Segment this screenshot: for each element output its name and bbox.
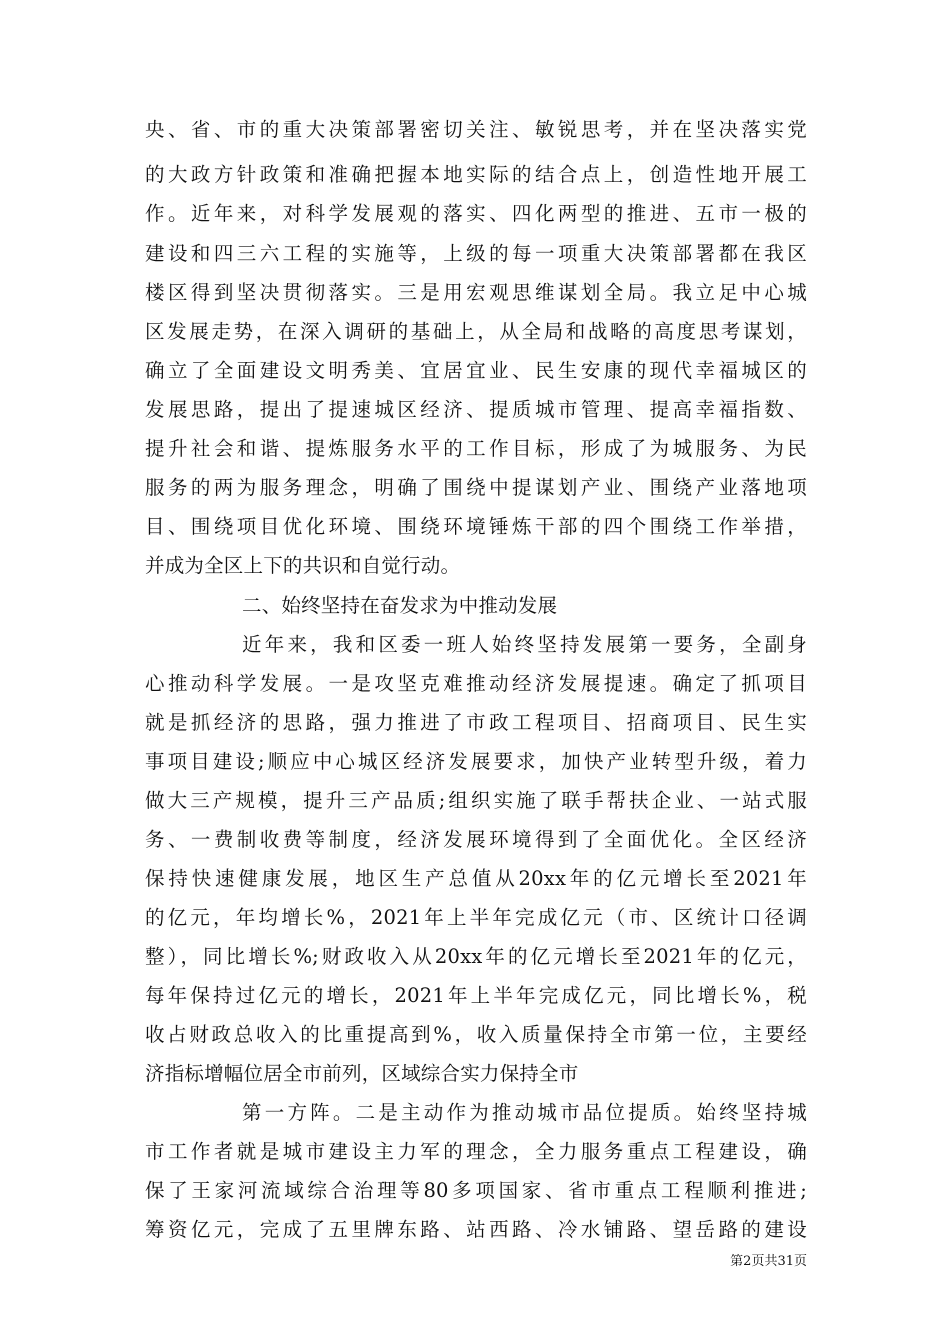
body-line: 央、省、市的重大决策部署密切关注、敏锐思考，并在坚决落实党 [145, 118, 807, 141]
body-line: 筹资亿元，完成了五里牌东路、站西路、冷水铺路、望岳路的建设 [145, 1218, 807, 1241]
body-line: 作。近年来，对科学发展观的落实、四化两型的推进、五市一极的 [145, 202, 807, 225]
body-line: 务、一费制收费等制度，经济发展环境得到了全面优化。全区经济 [145, 828, 807, 851]
body-line: 事项目建设;顺应中心城区经济发展要求，加快产业转型升级，着力 [145, 750, 807, 773]
body-line: 收占财政总收入的比重提高到%，收入质量保持全市第一位，主要经 [145, 1023, 807, 1046]
body-line: 做大三产规模，提升三产品质;组织实施了联手帮扶企业、一站式服 [145, 789, 807, 812]
body-line: 目、围绕项目优化环境、围绕环境锤炼干部的四个围绕工作举措， [145, 515, 807, 538]
section-heading: 二、始终坚持在奋发求为中推动发展 [242, 594, 558, 617]
body-line: 保了王家河流域综合治理等80多项国家、省市重点工程顺利推进; [145, 1179, 807, 1202]
body-line: 整），同比增长%;财政收入从20xx年的亿元增长至2021年的亿元， [145, 945, 807, 968]
body-line: 楼区得到坚决贯彻落实。三是用宏观思维谋划全局。我立足中心城 [145, 281, 807, 304]
body-line: 并成为全区上下的共识和自觉行动。 [145, 554, 461, 577]
page-footer [0, 1252, 950, 1272]
body-line: 济指标增幅位居全市前列，区域综合实力保持全市 [145, 1062, 579, 1085]
body-line: 近年来，我和区委一班人始终坚持发展第一要务，全副身 [242, 633, 807, 656]
body-line: 保持快速健康发展，地区生产总值从20xx年的亿元增长至2021年 [145, 867, 807, 890]
page-number: 第2页共31页 [730, 1254, 807, 1269]
body-line: 就是抓经济的思路，强力推进了市政工程项目、招商项目、民生实 [145, 711, 807, 734]
body-line: 的大政方针政策和准确把握本地实际的结合点上，创造性地开展工 [145, 163, 807, 186]
body-line: 心推动科学发展。一是攻坚克难推动经济发展提速。确定了抓项目 [145, 672, 807, 695]
body-line: 区发展走势，在深入调研的基础上，从全局和战略的高度思考谋划， [145, 320, 807, 343]
body-line: 第一方阵。二是主动作为推动城市品位提质。始终坚持城 [242, 1101, 807, 1124]
body-line: 每年保持过亿元的增长，2021年上半年完成亿元，同比增长%，税 [145, 984, 807, 1007]
body-line: 建设和四三六工程的实施等，上级的每一项重大决策部署都在我区 [145, 242, 807, 265]
body-line: 发展思路，提出了提速城区经济、提质城市管理、提高幸福指数、 [145, 398, 807, 421]
body-line: 提升社会和谐、提炼服务水平的工作目标，形成了为城服务、为民 [145, 437, 807, 460]
body-line: 服务的两为服务理念，明确了围绕中提谋划产业、围绕产业落地项 [145, 476, 807, 499]
body-line: 确立了全面建设文明秀美、宜居宜业、民生安康的现代幸福城区的 [145, 359, 807, 382]
body-line: 的亿元，年均增长%，2021年上半年完成亿元（市、区统计口径调 [145, 906, 807, 929]
body-line: 市工作者就是城市建设主力军的理念，全力服务重点工程建设，确 [145, 1140, 807, 1163]
